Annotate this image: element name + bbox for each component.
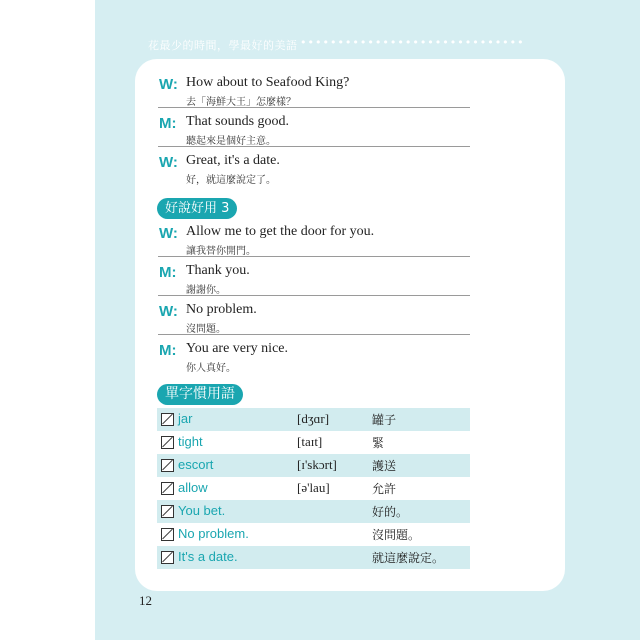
speaker-label: M: bbox=[159, 264, 177, 281]
checkbox-icon bbox=[161, 551, 174, 564]
speaker-label: W: bbox=[159, 303, 178, 320]
header-dot-rule: •••••••••••••••••••••••••••••• bbox=[300, 36, 525, 49]
checkbox-icon bbox=[161, 459, 174, 472]
vocab-meaning: 就這麼說定。 bbox=[372, 551, 445, 565]
vocab-word: You bet. bbox=[178, 503, 226, 518]
vocab-table bbox=[157, 408, 470, 569]
vocab-phonetic: [dʒɑr] bbox=[297, 411, 330, 426]
vocab-word: jar bbox=[178, 411, 193, 426]
speaker-label: W: bbox=[159, 154, 178, 171]
vocab-row bbox=[157, 431, 470, 454]
checkbox-icon bbox=[161, 482, 174, 495]
checkbox-icon bbox=[161, 505, 174, 518]
vocab-meaning: 允許 bbox=[372, 482, 397, 496]
vocab-meaning: 緊 bbox=[372, 436, 385, 450]
speaker-label: W: bbox=[159, 76, 178, 93]
vocab-row bbox=[157, 454, 470, 477]
chinese-translation: 好，就這麼說定了。 bbox=[186, 175, 276, 186]
checkbox-icon bbox=[161, 413, 174, 426]
speaker-label: M: bbox=[159, 342, 177, 359]
dialogue-line bbox=[158, 219, 470, 257]
english-sentence: No problem. bbox=[186, 302, 257, 317]
dialogue-line bbox=[158, 336, 470, 373]
checkbox-icon bbox=[161, 436, 174, 449]
english-sentence: How about to Seafood King? bbox=[186, 75, 350, 90]
vocab-phonetic: [taɪt] bbox=[297, 434, 323, 449]
english-sentence: Thank you. bbox=[186, 263, 250, 278]
chinese-translation: 讓我替你開門。 bbox=[186, 246, 256, 257]
english-sentence: You are very nice. bbox=[186, 341, 288, 356]
vocab-phonetic: [ə'lau] bbox=[297, 480, 330, 495]
chinese-translation: 去「海鮮大王」怎麼樣？ bbox=[186, 97, 296, 108]
speaker-label: M: bbox=[159, 115, 177, 132]
chinese-translation: 沒問題。 bbox=[186, 324, 226, 335]
chinese-translation: 聽起來是個好主意。 bbox=[186, 136, 276, 147]
dialogue-line bbox=[158, 70, 470, 108]
vocab-row bbox=[157, 523, 470, 546]
vocab-meaning: 好的。 bbox=[372, 505, 409, 519]
dialogue-line bbox=[158, 297, 470, 335]
dialogue-line bbox=[158, 148, 470, 185]
english-sentence: Allow me to get the door for you. bbox=[186, 224, 375, 239]
vocab-word: allow bbox=[178, 480, 208, 495]
vocab-row bbox=[157, 477, 470, 500]
english-sentence: That sounds good. bbox=[186, 114, 290, 129]
vocab-word: escort bbox=[178, 457, 214, 472]
section-heading: 好說好用 3 bbox=[157, 198, 237, 219]
english-sentence: Great, it's a date. bbox=[186, 153, 280, 168]
vocab-word: tight bbox=[178, 434, 203, 449]
dialogue-line bbox=[158, 258, 470, 296]
speaker-label: W: bbox=[159, 225, 178, 242]
chinese-translation: 你人真好。 bbox=[186, 363, 236, 374]
running-header: 花最少的時間，學最好的美語 bbox=[148, 39, 298, 52]
vocab-word: No problem. bbox=[178, 526, 249, 541]
vocab-word: It's a date. bbox=[178, 549, 238, 564]
vocab-meaning: 罐子 bbox=[372, 413, 397, 427]
vocab-phonetic: [ɪ'skɔrt] bbox=[297, 457, 337, 472]
vocab-row bbox=[157, 546, 470, 569]
vocab-heading: 單字慣用語 bbox=[157, 384, 243, 405]
vocab-meaning: 沒問題。 bbox=[372, 528, 421, 542]
vocab-meaning: 護送 bbox=[372, 459, 397, 473]
chinese-translation: 謝謝你。 bbox=[186, 285, 226, 296]
vocab-row bbox=[157, 408, 470, 431]
page-number: 12 bbox=[139, 593, 152, 608]
checkbox-icon bbox=[161, 528, 174, 541]
dialogue-line bbox=[158, 109, 470, 147]
vocab-row bbox=[157, 500, 470, 523]
